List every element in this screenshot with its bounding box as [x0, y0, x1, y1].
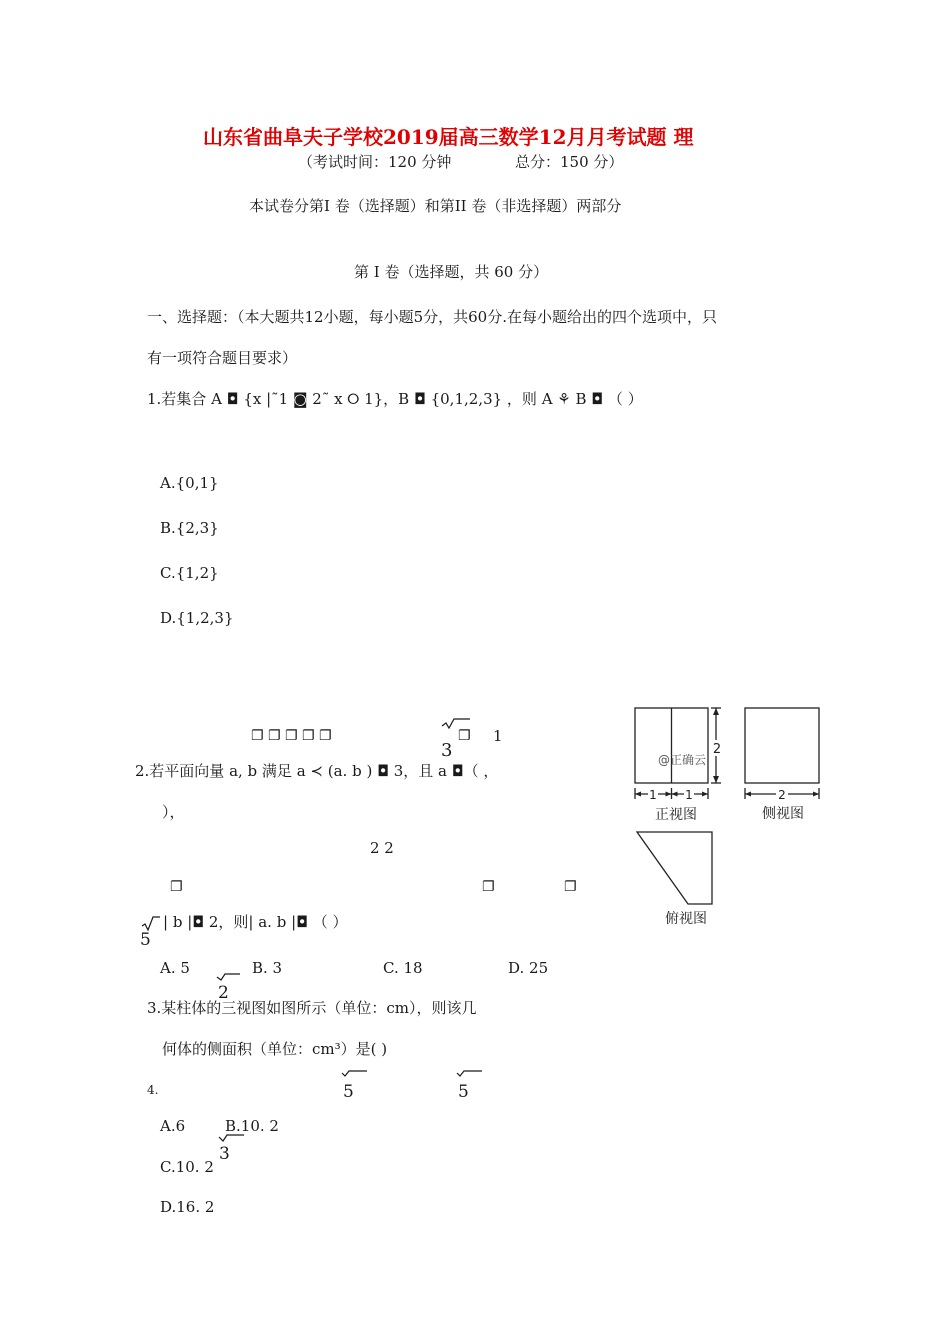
document-title: 山东省曲阜夫子学校2019届高三数学12月月考试题 理: [203, 125, 694, 149]
q3-option-a: A.6: [160, 1117, 186, 1135]
q2-vector-mark-left: ❐: [170, 879, 183, 895]
q2-sqrt-5: 5: [140, 930, 151, 950]
q3-sqrt-5b: 5: [458, 1082, 469, 1102]
q1-option-b: B.{2,3}: [160, 519, 219, 537]
exam-score-info: 总分：150 分）: [515, 153, 624, 171]
dim-height: 2: [712, 742, 722, 757]
q2-vector-mark-mid: ❐: [482, 879, 495, 895]
q2-exponents: 2 2: [370, 839, 394, 857]
q3-sqrt-sign-5a: [341, 1069, 369, 1079]
exam-time-info: （考试时间：120 分钟: [298, 153, 452, 171]
top-view-label: 俯视图: [665, 911, 707, 927]
q1-option-d: D.{1,2,3}: [160, 609, 234, 627]
q3-option-d: D.16. 2: [160, 1198, 215, 1216]
q3-option-b: B.10. 2: [225, 1117, 279, 1135]
front-view-label: 正视图: [655, 807, 697, 823]
q2-option-a: A. 5: [160, 959, 190, 977]
q3-sqrt-5a: 5: [343, 1082, 354, 1102]
three-view-figure: [628, 702, 828, 932]
watermark: @正确云: [658, 753, 707, 767]
intro-text: 本试卷分第I 卷（选择题）和第II 卷（非选择题）两部分: [249, 197, 622, 215]
top-view-outline: [637, 832, 712, 904]
question-3-stem-line-2: 何体的侧面积（单位：cm³）是( ): [162, 1040, 388, 1058]
q2-vector-mark-right: ❐: [564, 879, 577, 895]
q2-one: 1: [493, 727, 503, 745]
q1-option-c: C.{1,2}: [160, 564, 219, 582]
dim-width: 2: [778, 788, 786, 802]
q1-option-a: A.{0,1}: [160, 474, 219, 492]
side-view-outline: [745, 708, 819, 783]
q3-sqrt-sign-5b: [456, 1069, 484, 1079]
q3-sqrt-sign-3: [218, 1132, 246, 1144]
dim-right: 1: [685, 788, 693, 802]
question-4-number: 4.: [147, 1083, 159, 1097]
q3-sqrt-3: 3: [219, 1144, 230, 1164]
q2-option-d: D. 25: [508, 959, 549, 977]
question-1-stem: 1.若集合 A ◘ {x |˜1 ◙ 2˜ x ⭘ 1}，B ◘ {0,1,2,3} ，则 A ⚘ B ◘ （ ）: [147, 390, 643, 408]
question-2-stem-cont: ），: [162, 803, 185, 821]
q2-option-c: C. 18: [383, 959, 423, 977]
q3-option-c: C.10. 2: [160, 1158, 214, 1176]
dim-left: 1: [649, 788, 657, 802]
side-view-label: 侧视图: [762, 806, 804, 822]
q2-sqrt-3: 3: [441, 740, 453, 761]
section-title: 第 I 卷（选择题，共 60 分）: [354, 263, 549, 281]
instruction-line-1: 一、选择题：（本大题共12小题，每小题5分，共60分.在每小题给出的四个选项中，只: [147, 308, 717, 326]
instruction-line-2: 有一项符合题目要求）: [147, 349, 298, 367]
q2-vector-marks: ❐ ❐ ❐ ❐ ❐: [251, 728, 332, 744]
question-3-stem-line-1: 3.某柱体的三视图如图所示（单位：cm），则该几: [147, 999, 477, 1017]
q2-vector-mark-after: ❐: [458, 728, 471, 744]
q2-option-b: B. 3: [252, 959, 283, 977]
q2-condition: | b |◘ 2，则| a. b |◘ （ ）: [163, 913, 348, 931]
q2-sqrt-sign-2: [216, 971, 242, 983]
question-2-stem: 2.若平面向量 a, b 满足 a ≺ (a. b ) ◘ 3，且 a ◘（ ，: [135, 762, 499, 780]
q2-sqrt-2: 2: [218, 983, 229, 1003]
